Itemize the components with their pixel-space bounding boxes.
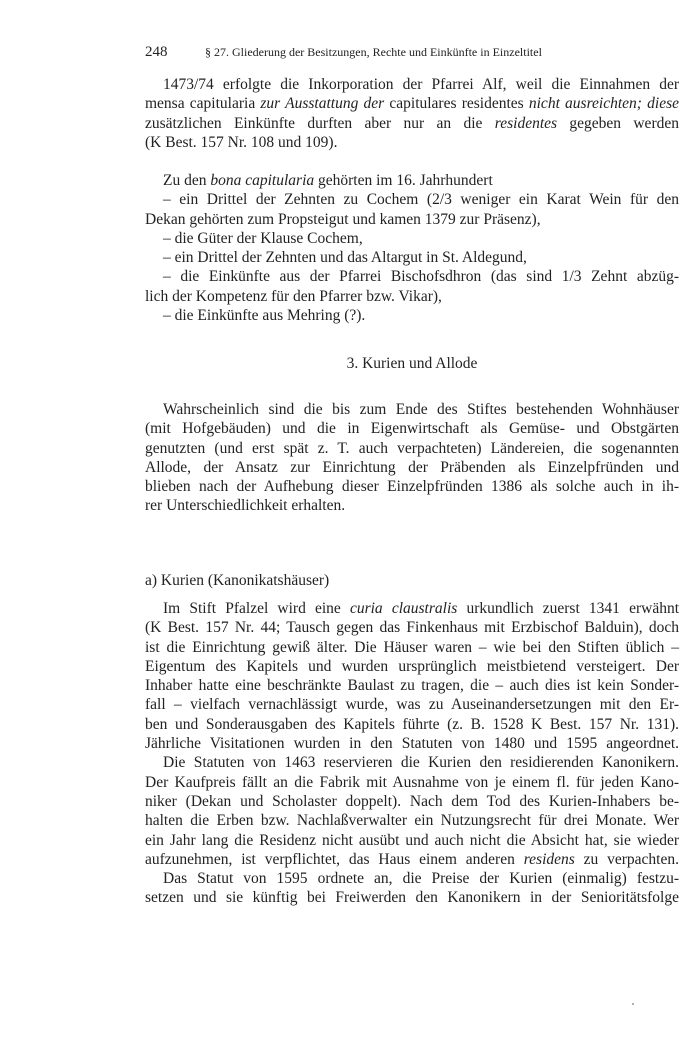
italic-term: bona capitularia bbox=[210, 172, 315, 189]
italic-term: residens bbox=[523, 850, 575, 868]
text-line: Eigentum des Kapitels und wurden ursprünglich meistbietend versteigert. Der bbox=[145, 657, 679, 675]
italic-term: residentes bbox=[494, 114, 558, 132]
text-line: Der Kaufpreis fällt an die Fabrik mit Ausnahme von je einem fl. für jeden Kano- bbox=[145, 773, 679, 791]
text-line: Jährliche Visitationen wurden in den Statuten von 1480 und 1595 angeordnet. bbox=[145, 735, 679, 753]
italic-term: zur Ausstattung der bbox=[255, 95, 390, 113]
text-line: (K Best. 157 Nr. 108 und 109). bbox=[145, 133, 338, 151]
text-line: – ein Drittel der Zehnten und das Altargut in St. Aldegund, bbox=[163, 249, 527, 267]
paragraph-kurien bbox=[145, 599, 679, 908]
text-line: genutzten (und erst spät z. T. auch verpachteten) Ländereien, die sogenannten bbox=[145, 439, 679, 457]
page-number: 248 bbox=[145, 44, 168, 60]
italic-term: nicht ausreichten; diese bbox=[523, 95, 680, 113]
subsection-heading: a) Kurien (Kanonikatshäuser) bbox=[145, 572, 330, 589]
text-line: Zu den bona capitularia gehörten im 16. Jahrhundert bbox=[163, 172, 493, 189]
paragraph-inkorporation bbox=[145, 75, 679, 152]
text-line: aufzunehmen, ist verpflichtet, das Haus einem anderen residens zu verpachten. bbox=[145, 850, 679, 868]
text-line: – die Güter der Klause Cochem, bbox=[163, 229, 363, 247]
text-line: Inhaber hatte eine beschränkte Baulast zu tragen, die – auch dies ist kein Sonder- bbox=[145, 677, 679, 695]
text-line: zusätzlichen Einkünfte durften aber nur an die residentes gegeben werden bbox=[145, 114, 679, 132]
text-line: Die Statuten von 1463 reservieren die Kurien den residierenden Kanonikern. bbox=[163, 754, 679, 772]
paragraph-bona-capitularia bbox=[145, 171, 679, 325]
running-header bbox=[145, 44, 685, 61]
text-line: ein Jahr lang die Residenz nicht ausübt und auch nicht die Absicht hat, sie wieder bbox=[145, 831, 679, 849]
italic-term: curia claustralis bbox=[349, 600, 458, 617]
text-line: – die Einkünfte aus Mehring (?). bbox=[163, 307, 366, 325]
section-heading: 3. Kurien und Allode bbox=[346, 355, 478, 372]
text-line: – die Einkünfte aus der Pfarrei Bischofsdhron (das sind 1/3 Zehnt abzüg- bbox=[163, 268, 679, 286]
running-title: § 27. Gliederung der Besitzungen, Rechte und Einkünfte in Einzeltitel bbox=[205, 45, 542, 59]
text-line: – ein Drittel der Zehnten zu Cochem (2/3 weniger ein Karat Wein für den bbox=[163, 191, 679, 209]
text-line: 1473/74 erfolgte die Inkorporation der Pfarrei Alf, weil die Einnahmen der bbox=[163, 76, 679, 93]
text-line: Dekan gehörten zum Propsteigut und kamen 1379 zur Präsenz), bbox=[145, 210, 541, 228]
text-line: ist die Einrichtung gewiß älter. Die Häuser waren – wie bei den Stiften üblich – bbox=[145, 638, 679, 656]
text-line: Im Stift Pfalzel wird eine curia claustralis urkundlich zuerst 1341 erwähnt bbox=[163, 600, 679, 617]
text-line: halten die Erben bzw. Nachlaßverwalter ein Nutzungsrecht für drei Monate. Wer bbox=[145, 812, 679, 830]
text-line: fall – vielfach vernachlässigt wurde, was zu Auseinandersetzungen mit den Er- bbox=[145, 696, 679, 714]
text-line: Allode, der Ansatz zur Einrichtung der Präbenden als Einzelpfründen und bbox=[145, 458, 679, 476]
text-line: (K Best. 157 Nr. 44; Tausch gegen das Finkenhaus mit Erzbischof Balduin), doch bbox=[145, 619, 679, 637]
text-line: lich der Kompetenz für den Pfarrer bzw. Vikar), bbox=[145, 287, 442, 305]
text-line: rer Unterschiedlichkeit erhalten. bbox=[145, 497, 346, 515]
text-line: ben und Sonderausgaben des Kapitels führte (z. B. 1528 K Best. 157 Nr. 131). bbox=[145, 715, 679, 733]
text-line: mensa capitularia zur Ausstattung der capitulares residentes nicht ausreichten; diese bbox=[145, 95, 680, 113]
text-line: niker (Dekan und Scholaster doppelt). Nach dem Tod des Kurien-Inhabers be- bbox=[145, 792, 679, 810]
text-line: Das Statut von 1595 ordnete an, die Preise der Kurien (einmalig) festzu- bbox=[163, 870, 679, 888]
text-line: Wahrscheinlich sind die bis zum Ende des Stiftes bestehenden Wohnhäuser bbox=[163, 401, 679, 418]
page-speck bbox=[632, 1003, 634, 1005]
paragraph-allode bbox=[145, 400, 679, 516]
text-line: blieben nach der Aufhebung dieser Einzelpfründen 1386 als solche auch in ih- bbox=[145, 478, 679, 496]
text-line: (mit Hofgebäuden) und die in Eigenwirtschaft als Gemüse- und Obstgärten bbox=[145, 420, 679, 438]
text-line: setzen und sie künftig bei Freiwerden den Kanonikern in der Senioritätsfolge bbox=[145, 889, 679, 907]
